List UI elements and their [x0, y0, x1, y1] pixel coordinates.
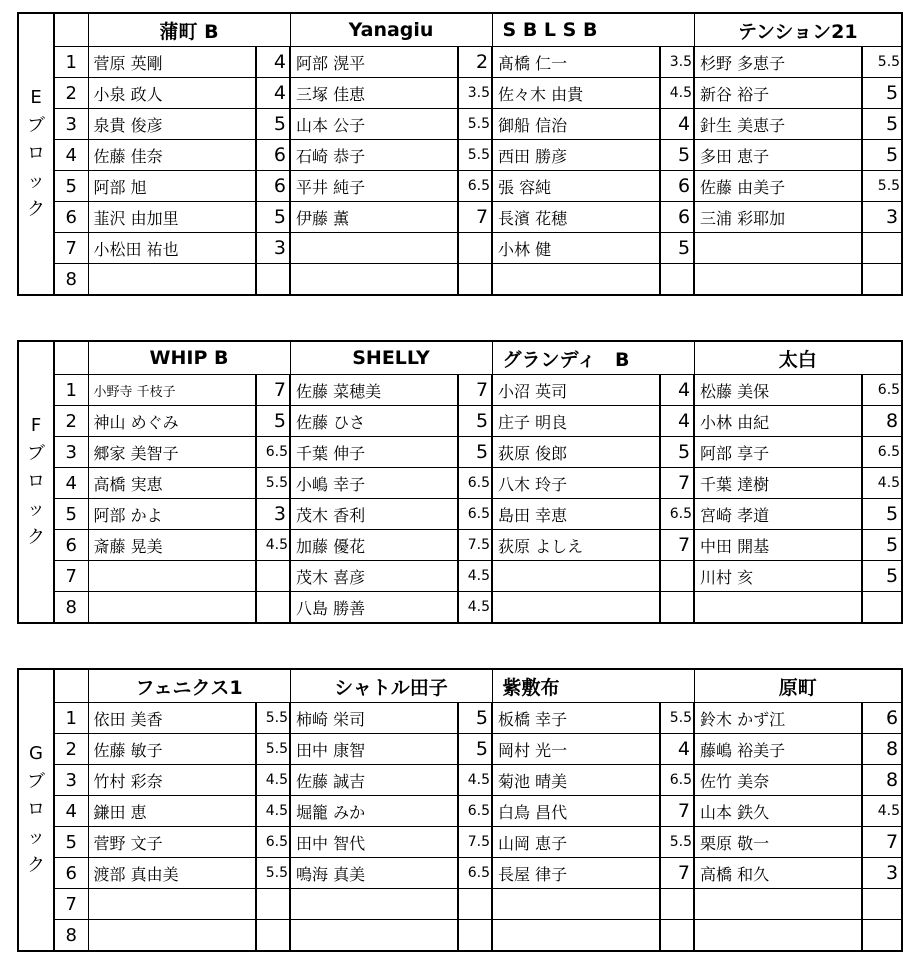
player-score: 6 [862, 703, 902, 734]
block-label-char: ッ [27, 171, 45, 192]
table-row [18, 140, 902, 171]
row-number: 3 [54, 437, 88, 468]
player-score [458, 889, 492, 920]
player-score: 7 [660, 530, 694, 561]
player-name [492, 264, 660, 296]
player-score: 5 [862, 140, 902, 171]
player-score: 8 [862, 406, 902, 437]
team-name: 太白 [694, 341, 902, 375]
block-label-char: ク [27, 527, 45, 548]
table-row [18, 468, 902, 499]
table-row [18, 437, 902, 468]
player-score: 6.5 [458, 171, 492, 202]
player-score [256, 920, 290, 952]
player-score: 5.5 [256, 468, 290, 499]
header-blank-cell [54, 13, 88, 47]
table-row [18, 202, 902, 233]
player-score: 6.5 [458, 858, 492, 889]
player-name [694, 264, 862, 296]
player-name: 御船 信治 [492, 109, 660, 140]
player-score: 4 [660, 734, 694, 765]
player-name: 高橋 実恵 [88, 468, 256, 499]
table-row [18, 109, 902, 140]
player-score: 4 [256, 47, 290, 78]
block-label-char: ッ [27, 827, 45, 848]
player-score: 4 [256, 78, 290, 109]
team-name: SHELLY [290, 341, 492, 375]
player-score: 6.5 [862, 437, 902, 468]
player-name: 鈴木 かず江 [694, 703, 862, 734]
row-number: 7 [54, 561, 88, 592]
player-name: 髙橋 仁一 [492, 47, 660, 78]
player-score: 6.5 [458, 796, 492, 827]
table-row [18, 765, 902, 796]
player-name: 菅野 文子 [88, 827, 256, 858]
player-score [458, 233, 492, 264]
block-label-char: ッ [27, 499, 45, 520]
block-label-char: F [30, 415, 42, 436]
player-name: 斎藤 晃美 [88, 530, 256, 561]
player-name: 川村 亥 [694, 561, 862, 592]
player-name: 小沼 英司 [492, 375, 660, 406]
player-score [862, 264, 902, 296]
player-name: 竹村 彩奈 [88, 765, 256, 796]
player-name: 高橋 和久 [694, 858, 862, 889]
block-table-g [17, 668, 903, 952]
player-score: 4.5 [256, 530, 290, 561]
player-name: 八木 玲子 [492, 468, 660, 499]
row-number: 5 [54, 499, 88, 530]
player-score: 6 [256, 140, 290, 171]
player-score [862, 592, 902, 624]
row-number: 1 [54, 375, 88, 406]
player-score: 5 [660, 140, 694, 171]
player-score: 5 [256, 109, 290, 140]
player-name: 島田 幸恵 [492, 499, 660, 530]
player-score: 6.5 [256, 827, 290, 858]
player-score: 4 [660, 109, 694, 140]
player-score: 5 [660, 233, 694, 264]
header-blank-cell [54, 669, 88, 703]
row-number: 7 [54, 233, 88, 264]
player-name: 小林 由紀 [694, 406, 862, 437]
row-number: 6 [54, 202, 88, 233]
block-label-char: ク [27, 855, 45, 876]
player-score: 3 [256, 499, 290, 530]
player-score: 6.5 [458, 468, 492, 499]
player-score: 5 [862, 530, 902, 561]
player-name: 藤嶋 裕美子 [694, 734, 862, 765]
row-number: 3 [54, 765, 88, 796]
row-number: 1 [54, 47, 88, 78]
player-name: 郷家 美智子 [88, 437, 256, 468]
row-number: 4 [54, 140, 88, 171]
player-name: 阿部 かよ [88, 499, 256, 530]
player-score: 6 [660, 202, 694, 233]
player-score: 5 [458, 437, 492, 468]
row-number: 5 [54, 171, 88, 202]
player-score: 4 [660, 375, 694, 406]
player-score: 3.5 [458, 78, 492, 109]
block-label-char: ブ [27, 115, 45, 136]
player-score: 3 [256, 233, 290, 264]
player-name: 阿部 享子 [694, 437, 862, 468]
player-name [492, 592, 660, 624]
table-row [18, 703, 902, 734]
player-score: 5 [862, 109, 902, 140]
team-name: S B L S B [492, 13, 694, 47]
player-score: 6.5 [862, 375, 902, 406]
player-score: 5.5 [256, 734, 290, 765]
player-name: 韮沢 由加里 [88, 202, 256, 233]
player-name: 荻原 よしえ [492, 530, 660, 561]
table-row [18, 406, 902, 437]
player-score [458, 264, 492, 296]
table-row [18, 264, 902, 296]
player-name: 小野寺 千枝子 [88, 375, 256, 406]
player-score [862, 889, 902, 920]
player-score: 3 [862, 858, 902, 889]
player-name [694, 920, 862, 952]
player-score: 2 [458, 47, 492, 78]
player-score: 7 [458, 202, 492, 233]
block-label-char: ロ [27, 799, 45, 820]
player-name: 宮崎 孝道 [694, 499, 862, 530]
player-score: 5.5 [862, 47, 902, 78]
player-score: 8 [862, 765, 902, 796]
table-row [18, 858, 902, 889]
block-table-f [17, 340, 903, 624]
player-score [256, 561, 290, 592]
player-name [492, 561, 660, 592]
player-name: 杉野 多恵子 [694, 47, 862, 78]
player-name: 針生 美恵子 [694, 109, 862, 140]
player-score: 5.5 [458, 109, 492, 140]
player-name: 佐藤 ひさ [290, 406, 458, 437]
player-name: 加藤 優花 [290, 530, 458, 561]
player-score: 7 [862, 827, 902, 858]
player-score: 5 [862, 78, 902, 109]
player-score [256, 889, 290, 920]
block-label-char: G [29, 743, 43, 764]
table-row [18, 530, 902, 561]
player-name: 石崎 恭子 [290, 140, 458, 171]
player-name [88, 561, 256, 592]
player-name: 白鳥 昌代 [492, 796, 660, 827]
player-name: 柿崎 栄司 [290, 703, 458, 734]
player-score: 7 [660, 468, 694, 499]
table-row [18, 375, 902, 406]
player-name: 佐々木 由貴 [492, 78, 660, 109]
player-name [694, 889, 862, 920]
player-score: 7 [660, 858, 694, 889]
player-name: 鎌田 恵 [88, 796, 256, 827]
team-name: フェニクス1 [88, 669, 290, 703]
player-score [862, 920, 902, 952]
player-score [660, 264, 694, 296]
player-score: 6 [256, 171, 290, 202]
player-name: 板橋 幸子 [492, 703, 660, 734]
player-score: 7.5 [458, 827, 492, 858]
row-number: 5 [54, 827, 88, 858]
table-row [18, 796, 902, 827]
player-name: 鳴海 真美 [290, 858, 458, 889]
player-name: 依田 美香 [88, 703, 256, 734]
player-score [256, 592, 290, 624]
player-name: 三塚 佳恵 [290, 78, 458, 109]
player-score: 5.5 [660, 703, 694, 734]
player-score [660, 889, 694, 920]
player-score: 6.5 [458, 499, 492, 530]
player-name: 張 容純 [492, 171, 660, 202]
table-row [18, 827, 902, 858]
player-name [88, 920, 256, 952]
player-score: 6.5 [256, 437, 290, 468]
player-name: 荻原 俊郎 [492, 437, 660, 468]
player-name: 山本 公子 [290, 109, 458, 140]
player-name: 岡村 光一 [492, 734, 660, 765]
player-name: 伊藤 薫 [290, 202, 458, 233]
row-number: 3 [54, 109, 88, 140]
player-score: 4.5 [862, 468, 902, 499]
player-name: 小林 健 [492, 233, 660, 264]
player-score: 5 [862, 499, 902, 530]
player-score: 7 [256, 375, 290, 406]
table-row [18, 889, 902, 920]
player-name: 佐藤 由美子 [694, 171, 862, 202]
player-score [660, 592, 694, 624]
table-row [18, 499, 902, 530]
player-score: 3 [862, 202, 902, 233]
team-name: 蒲町 B [88, 13, 290, 47]
team-name: シャトル田子 [290, 669, 492, 703]
table-row [18, 592, 902, 624]
player-score: 5 [862, 561, 902, 592]
player-name: 栗原 敬一 [694, 827, 862, 858]
player-name [694, 233, 862, 264]
block-label-char: E [30, 87, 42, 108]
row-number: 7 [54, 889, 88, 920]
player-score: 5 [458, 406, 492, 437]
player-score: 4.5 [458, 561, 492, 592]
player-score: 7.5 [458, 530, 492, 561]
player-name: 小松田 祐也 [88, 233, 256, 264]
block-label-char: ブ [27, 443, 45, 464]
player-name: 庄子 明良 [492, 406, 660, 437]
block-label-char: ロ [27, 143, 45, 164]
player-score: 4 [660, 406, 694, 437]
player-name [290, 920, 458, 952]
table-row [18, 734, 902, 765]
player-score: 4.5 [660, 78, 694, 109]
player-name: 新谷 裕子 [694, 78, 862, 109]
player-name: 山岡 恵子 [492, 827, 660, 858]
team-name: Yanagiu [290, 13, 492, 47]
row-number: 6 [54, 530, 88, 561]
player-score: 6.5 [660, 499, 694, 530]
player-name [290, 889, 458, 920]
player-name: 松藤 美保 [694, 375, 862, 406]
player-name: 渡部 真由美 [88, 858, 256, 889]
table-row [18, 47, 902, 78]
player-score: 5.5 [458, 140, 492, 171]
table-row [18, 920, 902, 952]
player-name: 八島 勝善 [290, 592, 458, 624]
row-number: 2 [54, 78, 88, 109]
player-name [492, 889, 660, 920]
player-score [660, 920, 694, 952]
player-name: 堀籠 みか [290, 796, 458, 827]
player-name: 佐藤 敏子 [88, 734, 256, 765]
player-name: 田中 康智 [290, 734, 458, 765]
player-name [290, 264, 458, 296]
row-number: 2 [54, 406, 88, 437]
player-name: 山本 鉄久 [694, 796, 862, 827]
player-name: 長屋 律子 [492, 858, 660, 889]
row-number: 8 [54, 264, 88, 296]
team-name: WHIP B [88, 341, 290, 375]
player-name: 西田 勝彦 [492, 140, 660, 171]
player-name: 千葉 伸子 [290, 437, 458, 468]
player-name [88, 889, 256, 920]
player-score: 5 [458, 703, 492, 734]
team-name: 紫敷布 [492, 669, 694, 703]
player-name: 茂木 香利 [290, 499, 458, 530]
player-score: 5.5 [862, 171, 902, 202]
row-number: 2 [54, 734, 88, 765]
row-number: 6 [54, 858, 88, 889]
player-score: 8 [862, 734, 902, 765]
player-score: 4.5 [256, 796, 290, 827]
player-name [88, 264, 256, 296]
player-name: 阿部 滉平 [290, 47, 458, 78]
player-name: 田中 智代 [290, 827, 458, 858]
player-name: 佐藤 菜穂美 [290, 375, 458, 406]
table-row [18, 233, 902, 264]
player-name: 三浦 彩耶加 [694, 202, 862, 233]
header-blank-cell [54, 341, 88, 375]
player-name: 多田 恵子 [694, 140, 862, 171]
player-score: 6 [660, 171, 694, 202]
block-label-g [18, 669, 54, 951]
row-number: 8 [54, 592, 88, 624]
block-label-char: ロ [27, 471, 45, 492]
block-table-e [17, 12, 903, 296]
player-score: 5 [256, 406, 290, 437]
player-score [256, 264, 290, 296]
block-label-char: ブ [27, 771, 45, 792]
player-name: 菅原 英剛 [88, 47, 256, 78]
player-name: 中田 開基 [694, 530, 862, 561]
player-score: 6.5 [660, 765, 694, 796]
team-name: テンション21 [694, 13, 902, 47]
row-number: 4 [54, 796, 88, 827]
table-row [18, 78, 902, 109]
player-name: 平井 純子 [290, 171, 458, 202]
player-score [862, 233, 902, 264]
team-name: 原町 [694, 669, 902, 703]
player-score: 5.5 [660, 827, 694, 858]
player-name: 千葉 達樹 [694, 468, 862, 499]
player-score [458, 920, 492, 952]
player-name [694, 592, 862, 624]
player-score: 4.5 [256, 765, 290, 796]
player-name: 佐竹 美奈 [694, 765, 862, 796]
player-score [660, 561, 694, 592]
row-number: 1 [54, 703, 88, 734]
block-label-f [18, 341, 54, 623]
player-name: 小嶋 幸子 [290, 468, 458, 499]
table-row [18, 171, 902, 202]
player-name [492, 920, 660, 952]
player-score: 5.5 [256, 858, 290, 889]
player-score: 5 [458, 734, 492, 765]
team-name: グランディ B [492, 341, 694, 375]
player-score: 5 [660, 437, 694, 468]
player-score: 3.5 [660, 47, 694, 78]
player-name: 長濱 花穂 [492, 202, 660, 233]
player-name: 佐藤 誠吉 [290, 765, 458, 796]
row-number: 8 [54, 920, 88, 952]
player-score: 5.5 [256, 703, 290, 734]
player-name [88, 592, 256, 624]
player-name: 菊池 晴美 [492, 765, 660, 796]
table-row [18, 561, 902, 592]
player-score: 7 [458, 375, 492, 406]
player-score: 4.5 [458, 592, 492, 624]
player-name: 茂木 喜彦 [290, 561, 458, 592]
block-label-char: ク [27, 199, 45, 220]
row-number: 4 [54, 468, 88, 499]
player-score: 7 [660, 796, 694, 827]
block-label-e [18, 13, 54, 295]
player-name [290, 233, 458, 264]
player-name: 佐藤 佳奈 [88, 140, 256, 171]
player-name: 泉貴 俊彦 [88, 109, 256, 140]
player-name: 小泉 政人 [88, 78, 256, 109]
player-score: 4.5 [458, 765, 492, 796]
player-name: 阿部 旭 [88, 171, 256, 202]
player-score: 5 [256, 202, 290, 233]
player-name: 神山 めぐみ [88, 406, 256, 437]
player-score: 4.5 [862, 796, 902, 827]
